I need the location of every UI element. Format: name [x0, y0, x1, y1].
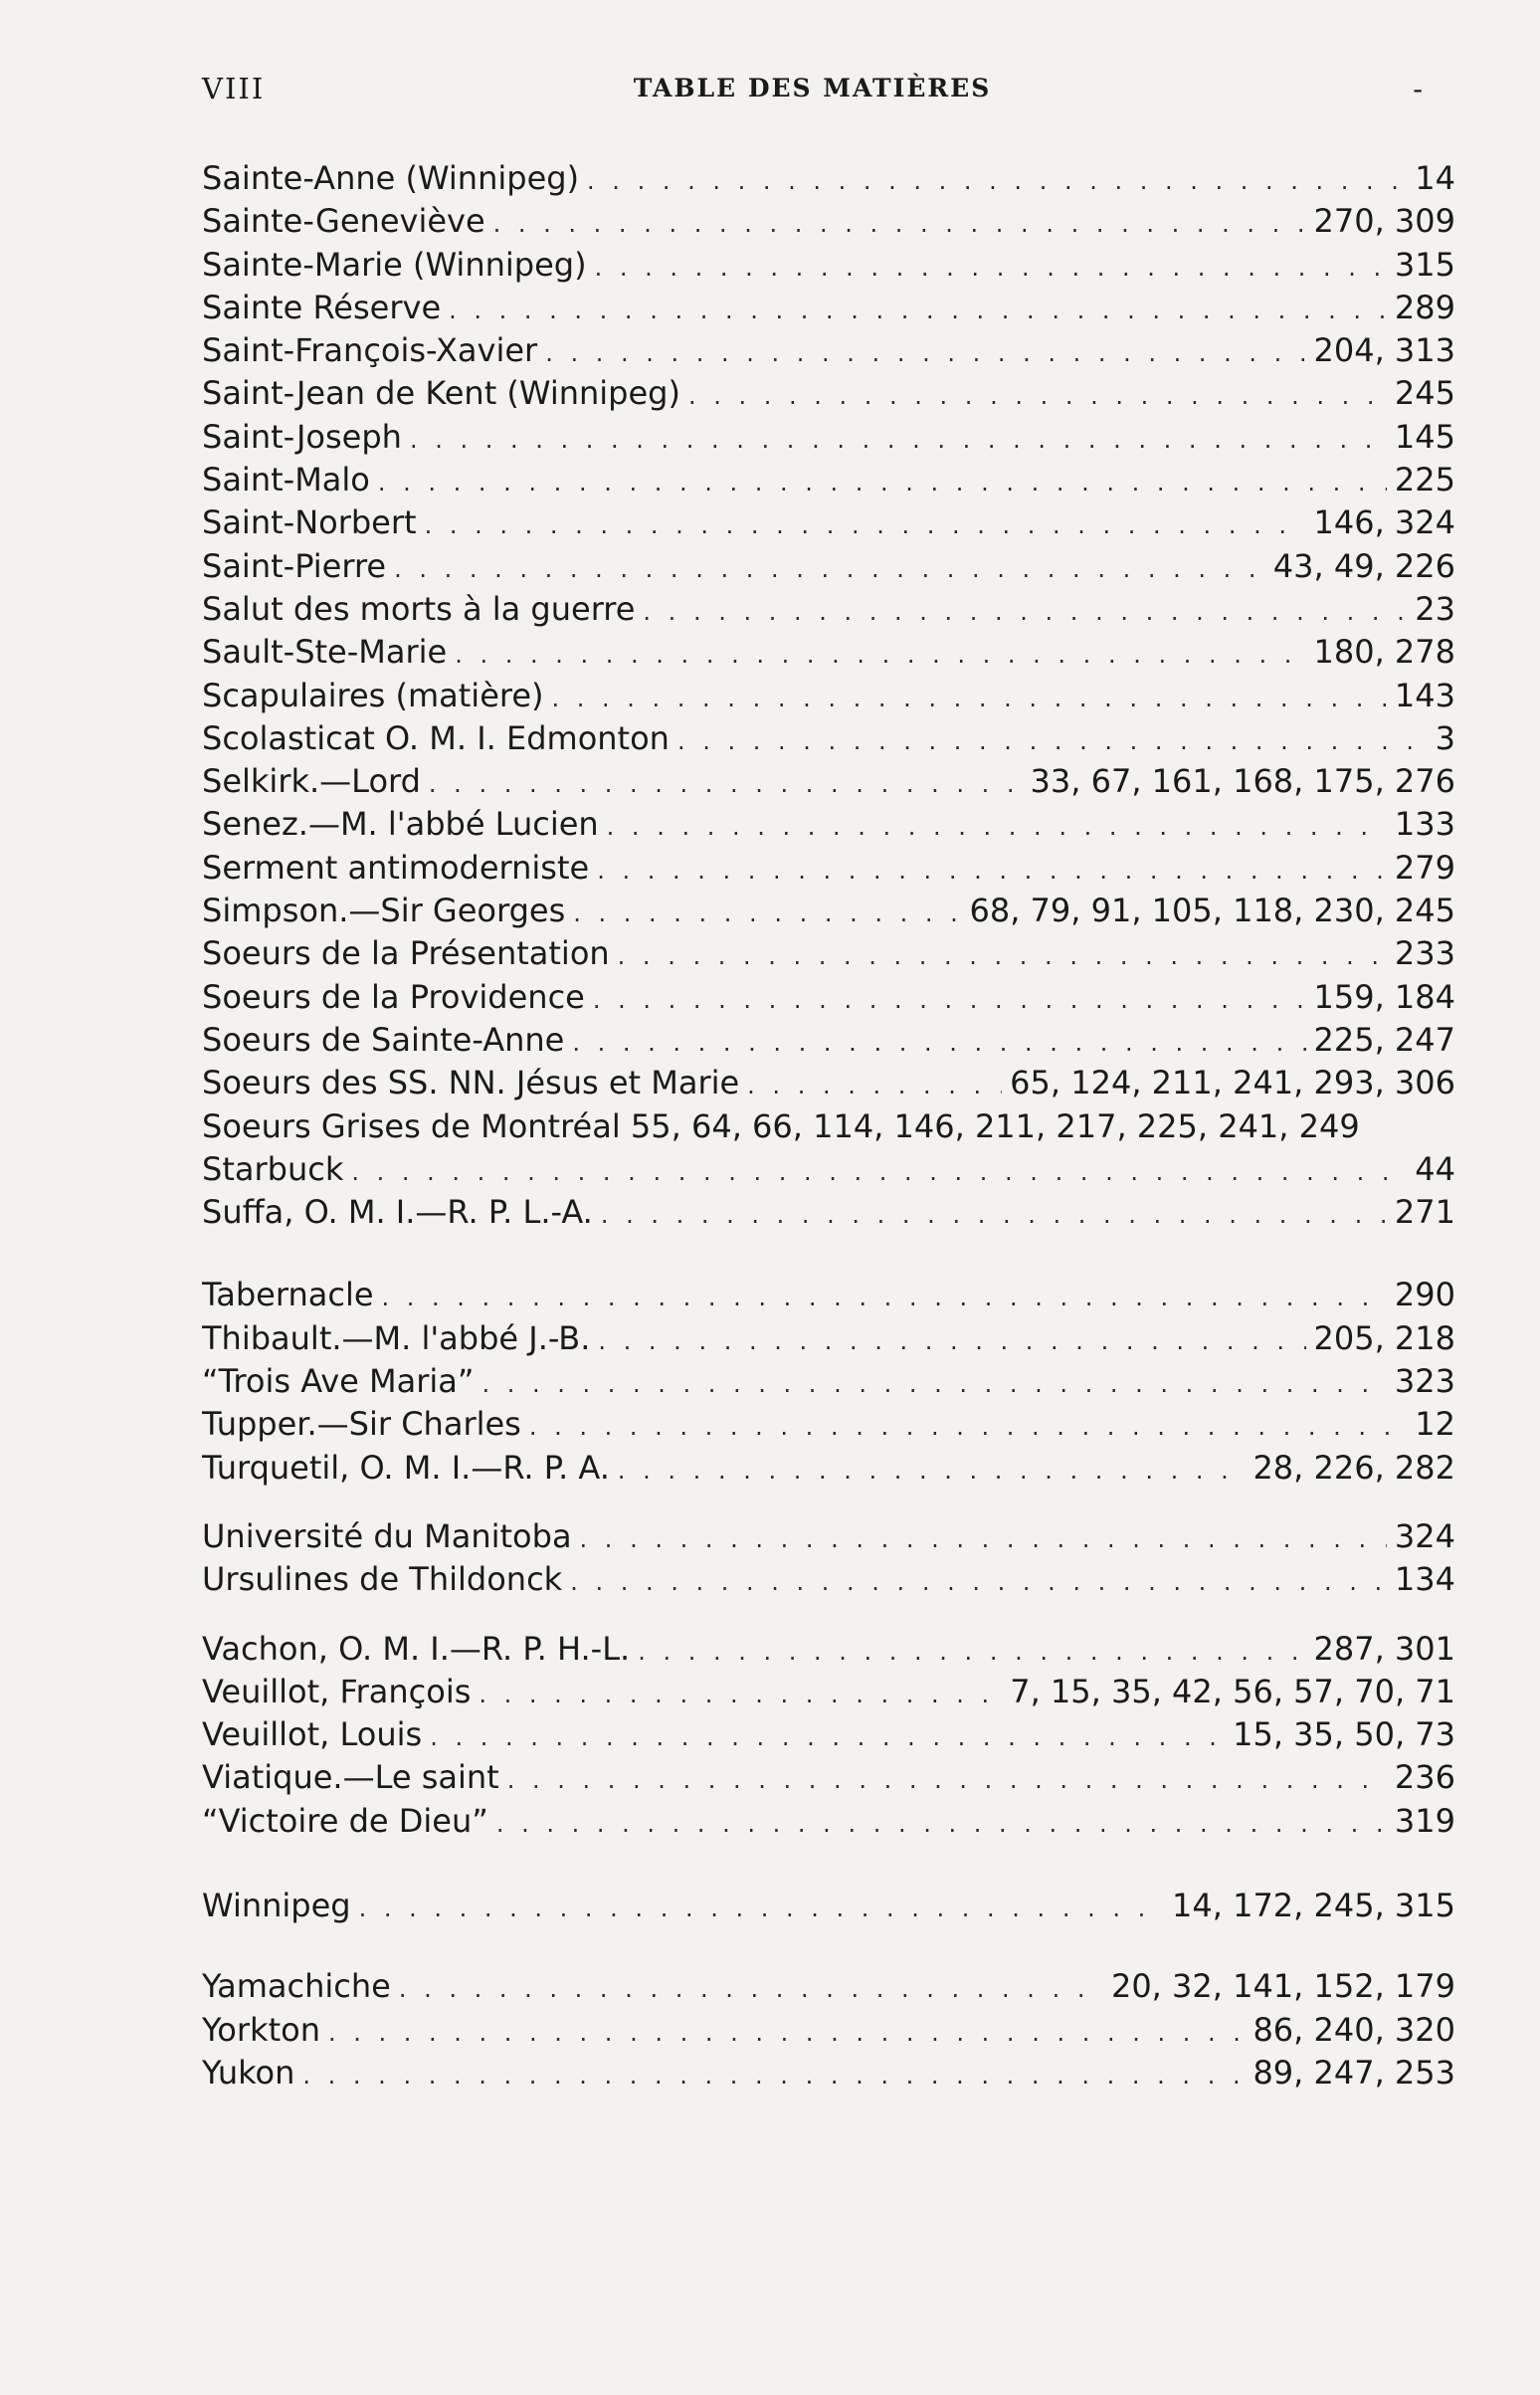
dot-leader: [429, 763, 1023, 803]
entry-term: Soeurs Grises de Montréal 55, 64, 66, 114, 146, 211, 217, 225, 241, 249: [202, 1106, 1360, 1145]
index-entry: [202, 675, 1455, 717]
entry-term: Sainte-Anne (Winnipeg): [202, 159, 580, 197]
dot-leader: [587, 160, 1407, 200]
section-gap: [202, 1602, 1455, 1628]
dot-leader: [529, 1406, 1407, 1446]
dot-leader: [593, 979, 1306, 1019]
dot-leader: [378, 462, 1387, 501]
index-entry: [202, 760, 1455, 803]
entry-pages: 290: [1394, 1276, 1455, 1314]
entry-pages: 145: [1394, 417, 1455, 456]
entry-term: Saint-Pierre: [202, 546, 387, 585]
entry-pages: 204, 313: [1313, 331, 1455, 370]
entry-pages: 33, 67, 161, 168, 175, 276: [1030, 762, 1455, 801]
entry-term: Soeurs des SS. NN. Jésus et Marie: [202, 1064, 740, 1102]
entry-pages: 271: [1394, 1193, 1455, 1232]
index-entry: [202, 244, 1455, 287]
dot-leader: [449, 290, 1387, 329]
index-entry: [202, 1105, 1455, 1148]
section-gap: [202, 1927, 1455, 1965]
index-entry: [202, 1713, 1455, 1756]
index-entry: [202, 1148, 1455, 1191]
dot-leader: [481, 1363, 1386, 1403]
dot-leader: [677, 720, 1428, 760]
entry-pages: 245: [1394, 374, 1455, 413]
entry-pages: 143: [1394, 676, 1455, 714]
entry-pages: 28, 226, 282: [1252, 1448, 1455, 1487]
index-entry: [202, 1447, 1455, 1490]
index-section: [202, 157, 1455, 1234]
dot-leader: [455, 634, 1305, 674]
entry-pages: 236: [1394, 1758, 1455, 1797]
index-entry: [202, 416, 1455, 459]
entry-pages: 44: [1415, 1149, 1455, 1188]
entry-pages: 205, 218: [1313, 1318, 1455, 1357]
entry-term: “Victoire de Dieu”: [202, 1801, 488, 1840]
page-number: VIII: [202, 72, 266, 105]
entry-term: Ursulines de Thildonck: [202, 1560, 563, 1599]
entry-term: Turquetil, O. M. I.—R. P. A.: [202, 1448, 610, 1487]
entry-term: Veuillot, Louis: [202, 1715, 423, 1754]
entry-term: Sainte-Geneviève: [202, 202, 485, 241]
section-gap: [202, 1490, 1455, 1515]
entry-term: Saint-Joseph: [202, 417, 402, 456]
index-entry: [202, 1800, 1455, 1843]
entry-term: Yukon: [202, 2053, 295, 2092]
entry-pages: 319: [1394, 1801, 1455, 1840]
entry-pages: 233: [1394, 934, 1455, 973]
entry-term: Winnipeg: [202, 1886, 351, 1924]
index-entry: [202, 1671, 1455, 1713]
index-entry: [202, 976, 1455, 1019]
dot-leader: [425, 504, 1306, 544]
entry-pages: 225, 247: [1313, 1020, 1455, 1059]
dot-leader: [496, 1803, 1387, 1843]
dot-leader: [580, 1518, 1387, 1558]
entry-pages: 159, 184: [1313, 977, 1455, 1016]
dot-leader: [359, 1888, 1164, 1927]
index-entry: [202, 2009, 1455, 2052]
entry-pages: 287, 301: [1313, 1629, 1455, 1668]
entry-term: Saint-François-Xavier: [202, 331, 538, 370]
index-entry: [202, 200, 1455, 243]
entry-pages: 86, 240, 320: [1252, 2010, 1455, 2049]
index-entry: [202, 890, 1455, 932]
index-entry: [202, 329, 1455, 372]
index-entry: [202, 459, 1455, 501]
entry-pages: 65, 124, 211, 241, 293, 306: [1010, 1064, 1455, 1102]
entry-pages: 14, 172, 245, 315: [1172, 1886, 1455, 1924]
dot-leader: [507, 1759, 1387, 1799]
entry-term: Salut des morts à la guerre: [202, 589, 636, 628]
dot-leader: [394, 548, 1265, 588]
section-gap: [202, 1234, 1455, 1274]
index-entry: [202, 1191, 1455, 1234]
dot-leader: [302, 2055, 1245, 2095]
entry-term: Université du Manitoba: [202, 1516, 572, 1555]
entry-pages: 315: [1394, 245, 1455, 284]
dot-leader: [618, 935, 1387, 975]
entry-term: Saint-Malo: [202, 461, 370, 499]
entry-pages: 133: [1394, 805, 1455, 844]
entry-pages: 289: [1394, 288, 1455, 326]
entry-pages: 14: [1415, 159, 1455, 197]
index-entry: [202, 1558, 1455, 1601]
entry-pages: 68, 79, 91, 105, 118, 230, 245: [969, 892, 1455, 930]
index-entry: [202, 932, 1455, 975]
index-section: [202, 1885, 1455, 1927]
dot-leader: [573, 893, 961, 932]
index-entry: [202, 2052, 1455, 2095]
entry-term: Starbuck: [202, 1149, 344, 1188]
dot-leader: [597, 850, 1387, 890]
dot-leader: [430, 1716, 1225, 1756]
dot-leader: [399, 1968, 1103, 2008]
entry-term: Veuillot, François: [202, 1672, 472, 1710]
entry-pages: 270, 309: [1313, 202, 1455, 241]
index-entry: [202, 372, 1455, 415]
entry-term: Saint-Norbert: [202, 503, 417, 542]
entry-term: “Trois Ave Maria”: [202, 1362, 475, 1401]
entry-pages: 7, 15, 35, 42, 56, 57, 70, 71: [1010, 1672, 1455, 1710]
entry-term: Soeurs de Sainte-Anne: [202, 1020, 565, 1059]
index-entry: [202, 847, 1455, 890]
index-entry: [202, 545, 1455, 588]
index-entry: [202, 287, 1455, 329]
entry-term: Saint-Jean de Kent (Winnipeg): [202, 374, 680, 413]
entry-pages: 20, 32, 141, 152, 179: [1110, 1967, 1455, 2006]
dot-leader: [552, 678, 1387, 717]
index-entry: [202, 1360, 1455, 1403]
entry-term: Selkirk.—Lord: [202, 762, 421, 801]
index-entry: [202, 501, 1455, 544]
index-entry: [202, 1756, 1455, 1799]
entry-term: Soeurs de la Providence: [202, 977, 585, 1016]
entry-pages: 146, 324: [1313, 503, 1455, 542]
entry-term: Scolasticat O. M. I. Edmonton: [202, 718, 670, 757]
dot-leader: [688, 375, 1387, 415]
page-header: [202, 72, 1423, 111]
dot-leader: [618, 1450, 1246, 1490]
entry-term: Tabernacle: [202, 1276, 374, 1314]
entry-term: Soeurs de la Présentation: [202, 934, 610, 973]
index-entry: [202, 803, 1455, 846]
entry-pages: 23: [1415, 589, 1455, 628]
entry-pages: 180, 278: [1313, 633, 1455, 672]
dot-leader: [598, 1320, 1305, 1360]
index-entry: [202, 717, 1455, 760]
dot-leader: [638, 1631, 1305, 1671]
entry-pages: 134: [1394, 1560, 1455, 1599]
dot-leader: [572, 1022, 1305, 1062]
entry-term: Serment antimoderniste: [202, 848, 590, 887]
entry-pages: 12: [1415, 1405, 1455, 1444]
entry-term: Suffa, O. M. I.—R. P. L.-A.: [202, 1193, 593, 1232]
index-entry: [202, 588, 1455, 631]
index-section: [202, 1515, 1455, 1602]
dot-leader: [601, 1194, 1387, 1234]
index-entry: [202, 1019, 1455, 1062]
index-entry: [202, 1885, 1455, 1927]
entry-pages: 324: [1394, 1516, 1455, 1555]
dot-leader: [595, 247, 1387, 287]
index-entry: [202, 1515, 1455, 1558]
dot-leader: [570, 1561, 1387, 1601]
entry-term: Senez.—M. l'abbé Lucien: [202, 805, 599, 844]
entry-term: Scapulaires (matière): [202, 676, 544, 714]
entry-term: Yamachiche: [202, 1967, 391, 2006]
section-gap: [202, 1843, 1455, 1885]
entry-pages: 43, 49, 226: [1272, 546, 1455, 585]
dot-leader: [382, 1277, 1387, 1316]
dot-leader: [328, 2012, 1245, 2052]
dot-leader: [479, 1674, 1002, 1713]
index-entry: [202, 1274, 1455, 1316]
dot-leader: [410, 419, 1387, 459]
running-title: TABLE DES MATIÈRES: [633, 74, 992, 102]
dot-leader: [607, 806, 1387, 846]
index-entry: [202, 1403, 1455, 1446]
dot-leader: [643, 591, 1407, 631]
entry-pages: 323: [1394, 1362, 1455, 1401]
index-list: [202, 157, 1455, 2095]
index-entry: [202, 1965, 1455, 2008]
index-entry: [202, 1062, 1455, 1104]
dot-leader: [545, 332, 1305, 372]
entry-term: Viatique.—Le saint: [202, 1758, 499, 1797]
entry-pages: 3: [1435, 718, 1455, 757]
entry-pages: 279: [1394, 848, 1455, 887]
index-entry: [202, 1628, 1455, 1671]
index-section: [202, 1965, 1455, 2095]
index-entry: [202, 157, 1455, 200]
entry-pages: 89, 247, 253: [1252, 2053, 1455, 2092]
entry-pages: 15, 35, 50, 73: [1233, 1715, 1455, 1754]
entry-term: Simpson.—Sir Georges: [202, 892, 566, 930]
entry-term: Vachon, O. M. I.—R. P. H.-L.: [202, 1629, 631, 1668]
dot-leader: [747, 1065, 1002, 1104]
entry-term: Thibault.—M. l'abbé J.-B.: [202, 1318, 591, 1357]
entry-term: Tupper.—Sir Charles: [202, 1405, 521, 1444]
index-section: [202, 1274, 1455, 1489]
dot-leader: [493, 203, 1306, 243]
entry-term: Sainte Réserve: [202, 288, 442, 326]
index-entry: [202, 631, 1455, 674]
entry-pages: 225: [1394, 461, 1455, 499]
entry-term: Sault-Ste-Marie: [202, 633, 448, 672]
index-section: [202, 1628, 1455, 1843]
entry-term: Sainte-Marie (Winnipeg): [202, 245, 587, 284]
dot-leader: [351, 1151, 1407, 1191]
index-entry: [202, 1317, 1455, 1360]
entry-term: Yorkton: [202, 2010, 320, 2049]
header-dash: -: [1413, 72, 1423, 105]
